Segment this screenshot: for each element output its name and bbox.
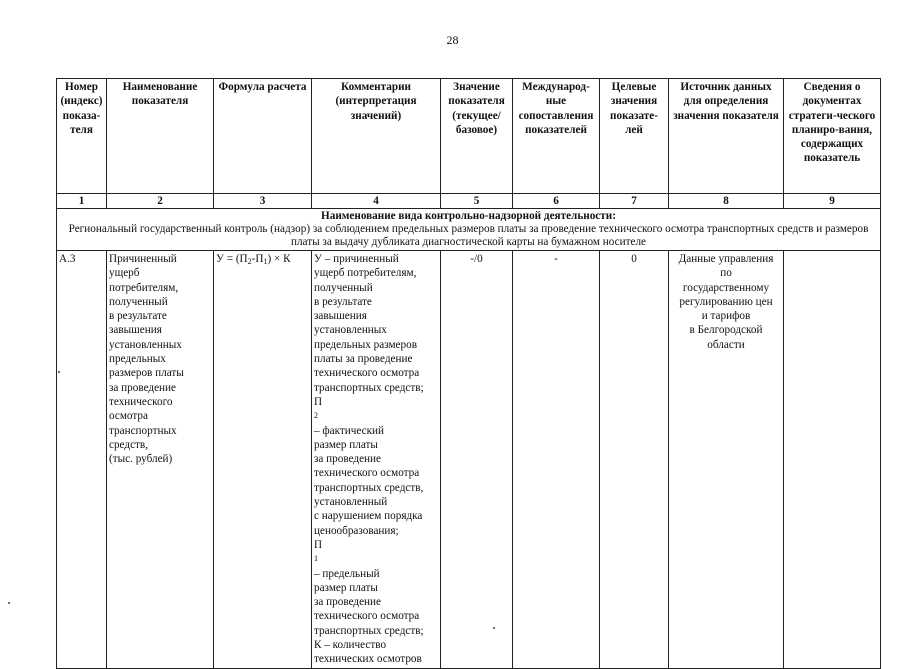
indicator-name-line: осмотра (109, 410, 148, 423)
indicator-name-line: потребителям, (109, 281, 179, 294)
comment-line: П 2 – фактический (314, 395, 385, 437)
data-source (669, 251, 784, 669)
comment-line: технического осмотра (314, 610, 420, 623)
indicator-name-line: установленных (109, 338, 182, 351)
column-number: 9 (784, 194, 881, 209)
indicator-name-line: завышения (109, 324, 162, 337)
comment (312, 251, 441, 669)
column-number: 6 (513, 194, 600, 209)
comment-line: полученный (314, 281, 373, 294)
section-description: Региональный государственный контроль (надзор) за соблюдением предельных размеров платы за проведение технического осмотра транспортных средств и размеров платы за выдачу дубликата диагностической карты на бумажном носителе (68, 223, 869, 248)
table-row (57, 251, 881, 669)
data-source-line: по (720, 267, 732, 280)
header-cell: Номер (индекс) показа-теля (57, 79, 107, 194)
header-cell: Формула расчета (214, 79, 312, 194)
column-number: 5 (441, 194, 513, 209)
header-cell: Международ-ные сопоставления показателей (513, 79, 600, 194)
header-cell: Источник данных для определения значения показателя (669, 79, 784, 194)
header-cell: Наименование показателя (107, 79, 214, 194)
scan-speck (58, 371, 60, 373)
target-value: 0 (600, 251, 669, 669)
indicator-name-line: (тыс. рублей) (109, 453, 173, 466)
indicator-name-line: размеров платы (109, 367, 184, 380)
indicator-name-line: средств, (109, 438, 149, 451)
comment-line: К – количество (314, 639, 387, 652)
data-source-line: области (707, 338, 745, 351)
comment-line: транспортных средств; (314, 381, 424, 394)
column-number: 7 (600, 194, 669, 209)
comment-line: платы за проведение (314, 353, 413, 366)
header-row (57, 79, 881, 194)
indicator-table (56, 78, 881, 669)
column-number: 8 (669, 194, 784, 209)
indicator-name-line: предельных (109, 353, 166, 366)
comment-line: в результате (314, 295, 372, 308)
strategic-documents (784, 251, 881, 669)
comment-line: установленных (314, 324, 387, 337)
data-source-line: в Белгородской (689, 324, 763, 337)
header-cell: Комментарии (интерпретация значений) (312, 79, 441, 194)
international-comparison: - (513, 251, 600, 669)
column-number: 3 (214, 194, 312, 209)
comment-line: транспортных средств; (314, 624, 424, 637)
comment-line: за проведение (314, 596, 381, 609)
header-cell: Сведения о документах стратеги-ческого планиро-вания, содержащих показатель (784, 79, 881, 194)
data-source-line: государственному (682, 281, 770, 294)
indicator-index: А.3 (57, 251, 107, 669)
data-source-line: и тарифов (701, 310, 751, 323)
scan-speck (493, 627, 495, 629)
header-cell: Целевые значения показате-лей (600, 79, 669, 194)
indicator-name-line: транспортных (109, 424, 177, 437)
comment-line: У – причиненный (314, 253, 399, 265)
comment-line: технических осмотров (314, 653, 422, 666)
indicator-value: -/0 (441, 251, 513, 669)
indicator-name-line: за проведение (109, 381, 176, 394)
comment-line: технического осмотра (314, 367, 420, 380)
comment-line: ущерб потребителям, (314, 267, 417, 280)
comment-line: размер платы (314, 581, 378, 594)
column-number: 1 (57, 194, 107, 209)
comment-line: предельных размеров (314, 338, 417, 351)
section-title: Наименование вида контрольно-надзорной деятельности: (321, 210, 616, 222)
indicator-name-line: Причиненный (109, 253, 177, 265)
indicator-name-line: полученный (109, 295, 168, 308)
column-number: 4 (312, 194, 441, 209)
comment-line: транспортных средств, (314, 481, 424, 494)
indicator-name-line: технического (109, 395, 173, 408)
comment-line: за проведение (314, 453, 381, 466)
data-source-line: регулированию цен (679, 295, 773, 308)
comment-line: П 1 – предельный (314, 538, 380, 580)
comment-line: установленный (314, 496, 388, 509)
comment-line: с нарушением порядка (314, 510, 423, 523)
comment-line: завышения (314, 310, 367, 323)
column-number-row (57, 194, 881, 209)
indicator-name-line: ущерб (109, 267, 140, 280)
page-number: 28 (446, 33, 459, 47)
indicator-name (107, 251, 214, 669)
section-cell (57, 209, 881, 251)
comment-line: ценообразования; (314, 524, 399, 537)
column-number: 2 (107, 194, 214, 209)
data-source-line: Данные управления (678, 253, 774, 265)
scan-speck (8, 602, 10, 604)
section-row (57, 209, 881, 251)
comment-line: технического осмотра (314, 467, 420, 480)
indicator-name-line: в результате (109, 310, 167, 323)
comment-line: размер платы (314, 438, 378, 451)
formula: $У = (П_2-П_1) \times К$ (214, 251, 312, 669)
header-cell: Значение показателя (текущее/ базовое) (441, 79, 513, 194)
